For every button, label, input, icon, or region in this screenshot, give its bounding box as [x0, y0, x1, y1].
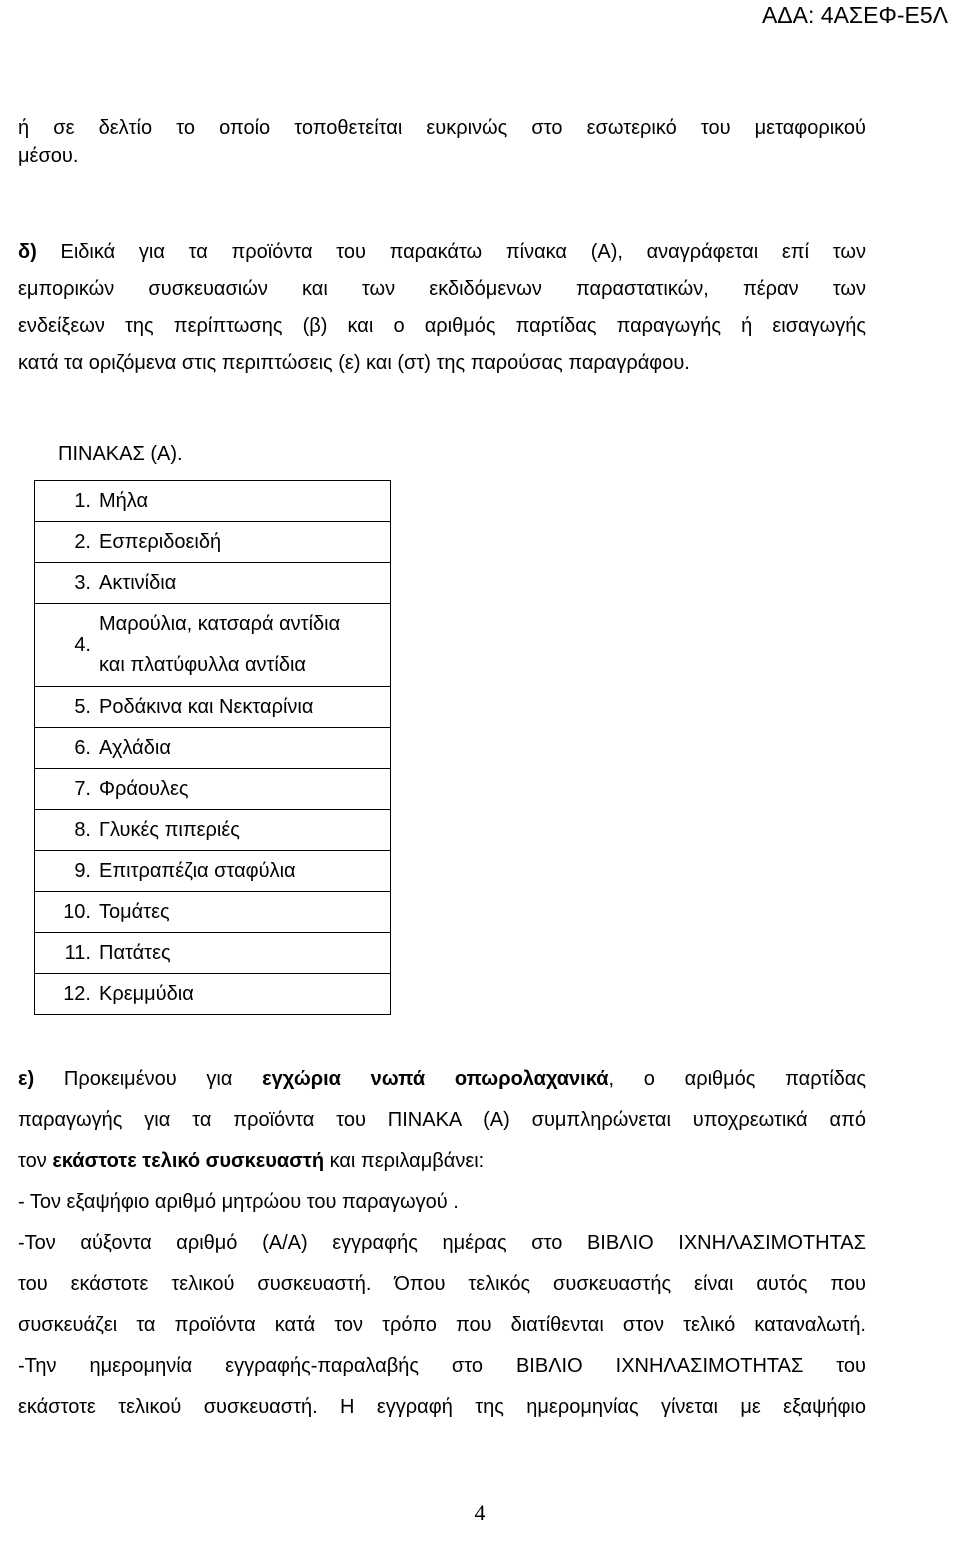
table-row: [35, 687, 391, 728]
section-d-line: [18, 232, 866, 273]
section-e-text: και περιλαμβάνει:: [329, 1150, 485, 1172]
row-number: 11.: [35, 933, 100, 974]
intro-line: ή σε δελτίο το οποίο τοποθετείται ευκρινώς στο εσωτερικό του μεταφορικού: [18, 117, 866, 139]
product-name: Ροδάκινα και Νεκταρίνια: [99, 687, 391, 728]
product-name: [99, 604, 391, 687]
row-number: 9.: [35, 851, 100, 892]
row-number: 8.: [35, 810, 100, 851]
table-row: [35, 769, 391, 810]
row-number: 12.: [35, 974, 100, 1015]
section-d-text: Ειδικά για τα προϊόντα του παρακάτω πίνακα (Α), αναγράφεται επί των: [60, 241, 866, 263]
table-row: [35, 522, 391, 563]
section-e-line: εκάστοτε τελικού συσκευαστή. Η εγγραφή της ημερομηνίας γίνεται με εξαψήφιο: [18, 1396, 866, 1418]
section-e-text: , ο αριθμός παρτίδας: [608, 1068, 866, 1090]
intro-paragraph: [18, 108, 866, 177]
section-e-line: [18, 1059, 866, 1100]
product-name: Τομάτες: [99, 892, 391, 933]
section-e-line: συσκευάζει τα προϊόντα κατά τον τρόπο που διατίθενται στον τελικό καταναλωτή.: [18, 1314, 866, 1336]
product-table: [34, 480, 391, 1015]
row-number: 4.: [35, 604, 100, 687]
row-number: 6.: [35, 728, 100, 769]
row-number: 2.: [35, 522, 100, 563]
product-name: Πατάτες: [99, 933, 391, 974]
table-row: [35, 892, 391, 933]
section-e-line: [18, 1141, 866, 1182]
intro-line: μέσου.: [18, 145, 79, 167]
table-row: [35, 481, 391, 522]
product-name: Γλυκές πιπεριές: [99, 810, 391, 851]
product-name-line: και πλατύφυλλα αντίδια: [99, 654, 306, 676]
section-e-line: -Την ημερομηνία εγγραφής-παραλαβής στο ΒΙΒΛΙΟ ΙΧΝΗΛΑΣΙΜΟΤΗΤΑΣ του: [18, 1355, 866, 1377]
row-number: 3.: [35, 563, 100, 604]
section-d-label: δ): [18, 241, 37, 263]
row-number: 1.: [35, 481, 100, 522]
table-row: [35, 728, 391, 769]
product-name: Φράουλες: [99, 769, 391, 810]
section-d-paragraph: [18, 232, 866, 384]
section-e-paragraph: [18, 1059, 866, 1428]
product-name: Κρεμμύδια: [99, 974, 391, 1015]
section-e-line: - Τον εξαψήφιο αριθμό μητρώου του παραγωγού .: [18, 1191, 459, 1213]
table-row: [35, 933, 391, 974]
section-e-text: Προκειμένου για: [63, 1068, 233, 1090]
table-row: [35, 974, 391, 1015]
section-e-line: -Τον αύξοντα αριθμό (Α/Α) εγγραφής ημέρας στο ΒΙΒΛΙΟ ΙΧΝΗΛΑΣΙΜΟΤΗΤΑΣ: [18, 1232, 866, 1254]
product-name-line: Μαρούλια, κατσαρά αντίδια: [99, 613, 341, 635]
section-e-text: τον: [18, 1150, 47, 1172]
section-e-line: παραγωγής για τα προϊόντα του ΠΙΝΑΚΑ (Α) συμπληρώνεται υποχρεωτικά από: [18, 1109, 866, 1131]
table-row: [35, 851, 391, 892]
table-a-title: ΠΙΝΑΚΑΣ (Α).: [58, 443, 183, 465]
section-e-emphasis: εκάστοτε τελικό συσκευαστή: [52, 1150, 325, 1172]
row-number: 7.: [35, 769, 100, 810]
product-name: Μήλα: [99, 481, 391, 522]
product-name: Εσπεριδοειδή: [99, 522, 391, 563]
product-name: Αχλάδια: [99, 728, 391, 769]
product-name: Επιτραπέζια σταφύλια: [99, 851, 391, 892]
table-row: [35, 810, 391, 851]
section-d-line: εμπορικών συσκευασιών και των εκδιδόμενων παραστατικών, πέραν των: [18, 278, 866, 300]
row-number: 5.: [35, 687, 100, 728]
section-e-emphasis: εγχώρια νωπά οπωρολαχανικά: [262, 1068, 609, 1090]
document-reference-code: ΑΔΑ: 4ΑΣΕΦ-Ε5Λ: [761, 2, 948, 28]
section-e-line: του εκάστοτε τελικού συσκευαστή. Όπου τελικός συσκευαστής είναι αυτός που: [18, 1273, 866, 1295]
table-row: [35, 563, 391, 604]
section-d-line: κατά τα οριζόμενα στις περιπτώσεις (ε) και (στ) της παρούσας παραγράφου.: [18, 352, 690, 374]
table-row: [35, 604, 391, 687]
section-d-line: ενδείξεων της περίπτωσης (β) και ο αριθμός παρτίδας παραγωγής ή εισαγωγής: [18, 315, 866, 337]
page-number: 4: [474, 1500, 486, 1525]
row-number: 10.: [35, 892, 100, 933]
product-name: Ακτινίδια: [99, 563, 391, 604]
section-e-label: ε): [18, 1068, 35, 1090]
